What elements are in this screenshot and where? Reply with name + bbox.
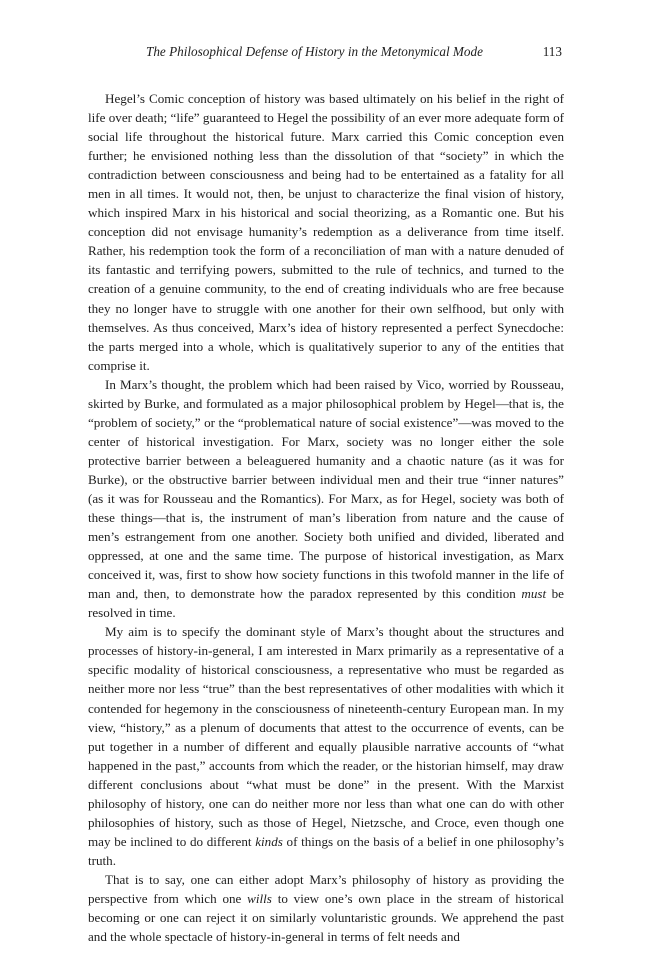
body-text <box>88 89 564 946</box>
page-number: 113 <box>542 44 562 59</box>
paragraph-4-text-before: That is to say, one can either adopt Marx’s philosophy of history as providing the perspective from which one <box>88 871 564 906</box>
paragraph-2-emphasis: must <box>521 586 547 602</box>
paragraph-3-text-before: My aim is to specify the dominant style of Marx’s thought about the structures and processes of history-in-general, I am interested in Marx primarily as a representative of a specific modality of historical consciousness, a representative who must be regarded as neither more nor less “true” than the best representatives of other modalities with which it contended for hegemony in the consciousness of nineteenth-century European man. In my view, “history,” as a plenum of documents that attest to the occurrence of events, can be put together in a number of different and equally plausible narrative accounts of “what happened in the past,” accounts from which the reader, or the historian himself, may draw different conclusions about “what must be done” in the present. With the Marxist philosophy of history, one can do neither more nor less than what one can do with other philosophies of history, such as those of Hegel, Nietzsche, and Croce, even though one may be inclined to do different <box>88 624 564 849</box>
paragraph-4 <box>88 870 564 946</box>
paragraph-4-text-after: to view one’s own place in the stream of historical becoming or one can reject it on similarly voluntaristic grounds. We apprehend the past and the whole spectacle of history-in-general in terms of felt needs and <box>88 890 564 945</box>
paragraph-4-emphasis: wills <box>247 890 272 906</box>
paragraph-2 <box>88 375 564 623</box>
paragraph-2-text-after: be resolved in time. <box>88 586 564 621</box>
paragraph-3 <box>88 622 564 870</box>
running-head <box>110 44 562 60</box>
paragraph-1 <box>88 89 564 375</box>
paragraph-1-text: Hegel’s Comic conception of history was based ultimately on his belief in the right of life over death; “life” guaranteed to Hegel the possibility of an ever more adequate form of social life throughout the historical future. Marx carried this Comic conception even further; he envisioned nothing less than the dissolution of that “society” in which the contradiction between consciousness and being had to be entertained as a fatality for all men in all times. It would not, then, be unjust to characterize the final vision of history, which inspired Marx in his historical and social theorizing, as a Romantic one. But his conception did not envisage humanity’s redemption as a deliverance from time itself. Rather, his redemption took the form of a reconciliation of man with a nature denuded of its fantastic and terrifying powers, submitted to the rule of technics, and turned to the creation of a genuine community, to the end of creating individuals who are free because they no longer have to struggle with one another for their own selfhood, but only with themselves. As thus conceived, Marx’s idea of history represented a perfect Synecdoche: the parts merged into a whole, which is qualitatively superior to any of the entities that comprise it. <box>88 91 564 373</box>
paragraph-2-text-before: In Marx’s thought, the problem which had been raised by Vico, worried by Rousseau, skirted by Burke, and formulated as a major philosophical problem by Hegel—that is, the “problem of society,” or the “problematical nature of social existence”—was moved to the center of historical investigation. For Marx, society was no longer either the sole protective barrier between a beleaguered humanity and a chaotic nature (as it was for Burke), or the obstructive barrier between individual men and their true “inner natures” (as it was for Rousseau and the Romantics). For Marx, as for Hegel, society was both of these things—that is, the instrument of man’s liberation from nature and the cause of men’s estrangement from one another. Society both unified and divided, liberated and oppressed, at one and the same time. The purpose of historical investigation, as Marx conceived it, was, first to show how society functions in this twofold manner in the life of man and, then, to demonstrate how the paradox represented by this condition <box>88 376 564 602</box>
paragraph-3-emphasis: kinds <box>255 833 283 849</box>
paragraph-3-text-after: of things on the basis of a belief in one philosophy’s truth. <box>88 833 564 868</box>
running-title: The Philosophical Defense of History in the Metonymical Mode <box>146 44 483 59</box>
